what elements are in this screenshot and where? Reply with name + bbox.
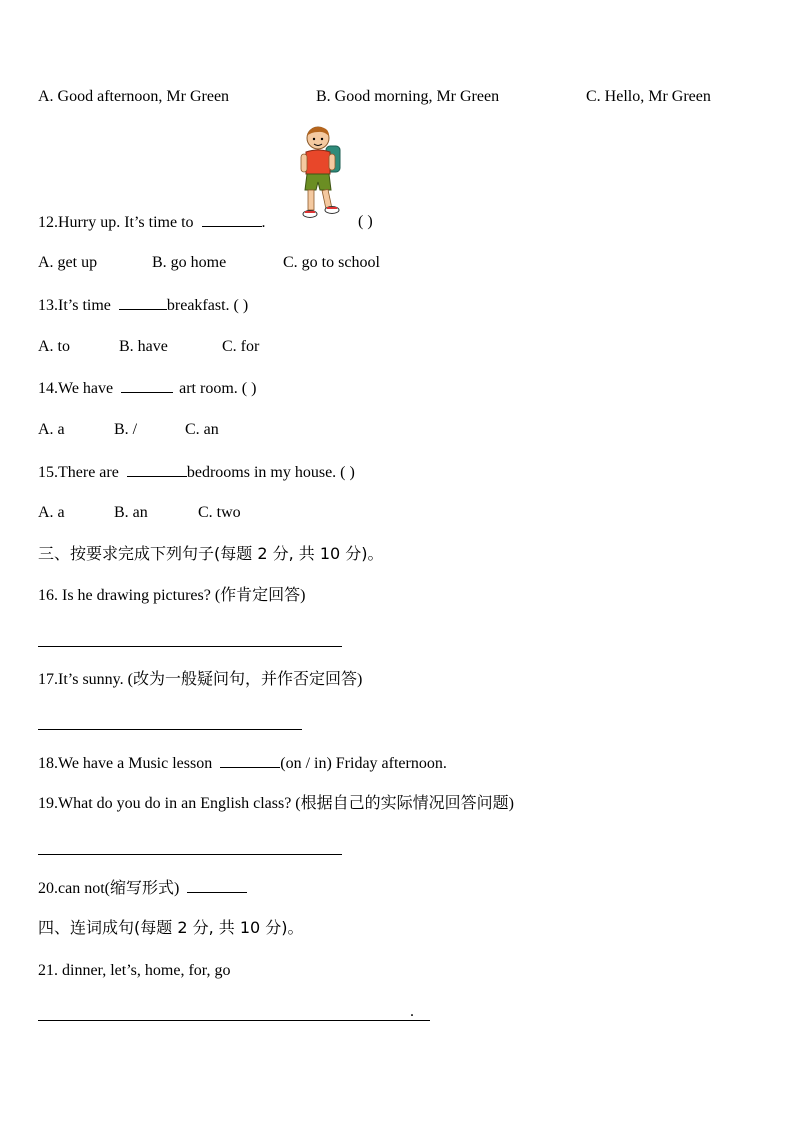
q20-stem	[38, 878, 247, 899]
q12-answer-paren[interactable]: ( )	[358, 213, 373, 230]
q21-end-mark: .	[410, 1003, 414, 1020]
q14-option-b: B. /	[114, 421, 138, 438]
q12-option-c: C. go to school	[283, 254, 380, 271]
q13-option-c: C. for	[222, 338, 260, 355]
q17-answer-line[interactable]	[38, 729, 302, 730]
q15-text-after: bedrooms in my house. ( )	[186, 464, 355, 481]
q12-text-before: 12.Hurry up. It’s time to	[38, 214, 194, 231]
q17-text: 17.It’s sunny. (改为一般疑问句，并作否定回答)	[38, 671, 363, 688]
q13-blank[interactable]	[119, 295, 167, 310]
q14-option-c: C. an	[185, 421, 219, 438]
q21-text: 21. dinner, let’s, home, for, go	[38, 962, 231, 979]
q21-answer-line[interactable]	[38, 1020, 430, 1021]
q14-text-before: 14.We have	[38, 380, 114, 397]
q15-blank[interactable]	[127, 462, 187, 477]
q12-blank[interactable]	[202, 212, 262, 227]
q13-text-before: 13.It’s time	[38, 297, 111, 314]
q18-blank[interactable]	[220, 753, 280, 768]
q12-option-b: B. go home	[152, 254, 227, 271]
q20-blank[interactable]	[187, 878, 247, 893]
section-3-title: 三、按要求完成下列句子(每题 2 分, 共 10 分)。	[38, 544, 384, 563]
q13-text-after: breakfast. ( )	[166, 297, 249, 314]
q15-text-before: 15.There are	[38, 464, 119, 481]
section-4-title: 四、连词成句(每题 2 分, 共 10 分)。	[38, 918, 304, 937]
q11-option-b: B. Good morning, Mr Green	[316, 88, 500, 105]
q18-text-before: 18.We have a Music lesson	[38, 755, 213, 772]
q16-text: 16. Is he drawing pictures? (作肯定回答)	[38, 587, 306, 604]
q11-option-a: A. Good afternoon, Mr Green	[38, 88, 230, 105]
q18-text-after: (on / in) Friday afternoon.	[280, 755, 447, 772]
q11-option-c: C. Hello, Mr Green	[586, 88, 711, 105]
q20-text: 20.can not(缩写形式)	[38, 880, 180, 897]
q19-text: 19.What do you do in an English class? (根据自己的实际情况回答问题)	[38, 795, 514, 812]
q12-stem	[38, 212, 266, 233]
q13-option-b: B. have	[119, 338, 168, 355]
q19-answer-line[interactable]	[38, 854, 342, 855]
q14-stem	[38, 378, 256, 399]
q13-option-a: A. to	[38, 338, 70, 355]
q15-option-c: C. two	[198, 504, 241, 521]
q12-text-after: .	[261, 214, 266, 231]
q14-option-a: A. a	[38, 421, 65, 438]
q12-option-a: A. get up	[38, 254, 98, 271]
q18-stem	[38, 753, 447, 774]
q15-option-b: B. an	[114, 504, 148, 521]
q16-answer-line[interactable]	[38, 646, 342, 647]
q14-text-after: art room. ( )	[179, 380, 257, 397]
q13-stem	[38, 295, 248, 316]
boy-with-backpack-icon	[296, 124, 346, 224]
q15-stem	[38, 462, 355, 483]
q15-option-a: A. a	[38, 504, 65, 521]
q14-blank[interactable]	[121, 378, 173, 393]
